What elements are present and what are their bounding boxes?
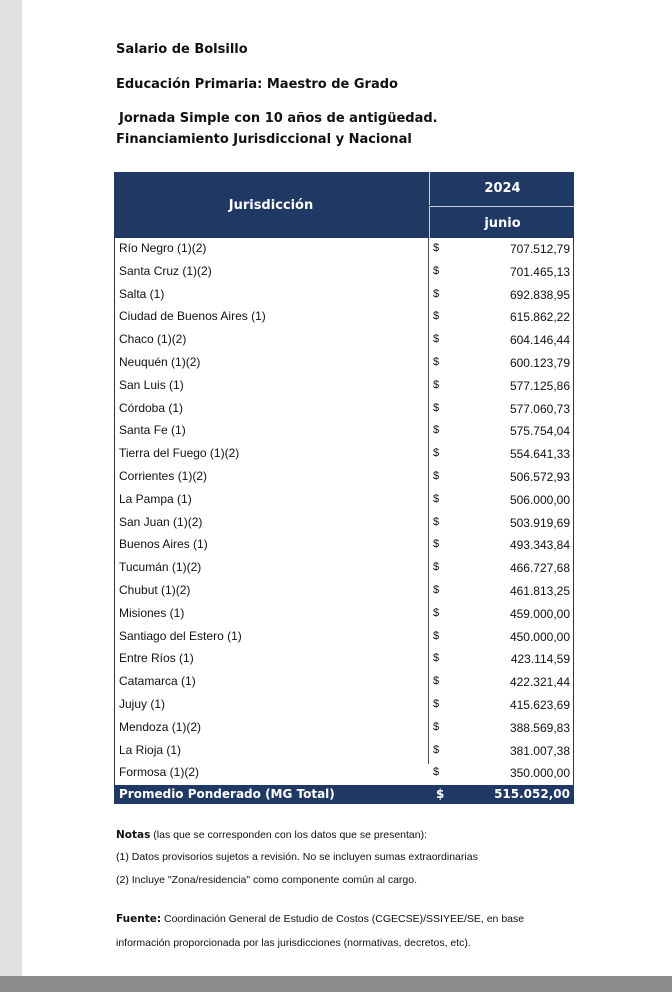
source-label: Fuente:	[116, 913, 162, 925]
jurisdiction-name: Catamarca (1)	[119, 674, 196, 689]
note-2: (2) Incluye "Zona/residencia" como componente común al cargo.	[116, 874, 418, 886]
currency-symbol: $	[433, 743, 440, 756]
currency-symbol: $	[433, 492, 440, 505]
salary-value: 503.919,69	[509, 515, 570, 530]
left-margin-strip	[0, 0, 22, 976]
salary-value: 461.813,25	[509, 583, 570, 598]
table-row	[115, 489, 573, 512]
currency-symbol: $	[433, 720, 440, 733]
jurisdiction-name: Río Negro (1)(2)	[119, 241, 207, 255]
footer-label: Promedio Ponderado (MG Total)	[119, 787, 335, 802]
salary-value: 388.569,83	[509, 720, 570, 735]
table-row	[115, 261, 573, 284]
table-row	[115, 329, 573, 352]
currency-symbol: $	[433, 515, 440, 528]
salary-value: 506.000,00	[509, 492, 570, 507]
salary-value: 577.125,86	[509, 378, 570, 393]
salary-value: 350.000,00	[509, 766, 570, 781]
currency-symbol: $	[433, 538, 440, 551]
jurisdiction-name: Tierra del Fuego (1)(2)	[119, 446, 240, 461]
jurisdiction-name: Santiago del Estero (1)	[119, 628, 242, 643]
table-row	[115, 648, 573, 671]
note-1: (1) Datos provisorios sujetos a revisión. No se incluyen sumas extraordinarias	[116, 851, 478, 863]
currency-symbol: $	[433, 697, 440, 710]
table-row	[115, 580, 573, 603]
doc-subtitle: Educación Primaria: Maestro de Grado	[116, 77, 398, 92]
salary-value: 575.754,04	[509, 424, 570, 439]
salary-value: 604.146,44	[509, 333, 570, 348]
jurisdiction-name: Santa Fe (1)	[119, 423, 186, 438]
jurisdiction-name: Neuquén (1)(2)	[119, 354, 201, 369]
currency-symbol: $	[433, 652, 440, 665]
table-row	[115, 466, 573, 489]
table-row	[115, 762, 573, 785]
notes-intro: (las que se corresponden con los datos que se presentan):	[150, 829, 428, 841]
source-line-2: información proporcionada por las jurisdicciones (normativas, decretos, etc).	[116, 937, 471, 949]
jurisdiction-name: Mendoza (1)(2)	[119, 719, 202, 734]
jurisdiction-name: Córdoba (1)	[119, 400, 184, 415]
salary-value: 450.000,00	[509, 629, 570, 644]
header-year: 2024	[429, 172, 575, 205]
header-jurisdiccion: Jurisdicción	[228, 197, 314, 213]
table-footer-row	[114, 785, 574, 804]
table-row	[115, 534, 573, 557]
jurisdiction-name: Chubut (1)(2)	[119, 582, 191, 597]
currency-symbol: $	[433, 310, 440, 323]
currency-symbol: $	[433, 401, 440, 414]
salary-value: 466.727,68	[509, 561, 570, 576]
jurisdiction-name: Jujuy (1)	[119, 696, 166, 711]
table-row	[115, 420, 573, 443]
currency-symbol: $	[433, 447, 440, 460]
salary-value: 554.641,33	[509, 447, 570, 462]
table-row	[115, 557, 573, 580]
currency-symbol: $	[433, 606, 440, 619]
table-row	[115, 443, 573, 466]
salary-value: 692.838,95	[509, 287, 570, 302]
jurisdiction-name: Misiones (1)	[119, 605, 185, 620]
table-row	[115, 694, 573, 717]
salary-value: 707.512,79	[509, 242, 570, 256]
salary-value: 415.623,69	[509, 697, 570, 712]
salary-value: 422.321,44	[509, 675, 570, 690]
bottom-bar	[0, 976, 672, 992]
table-row	[115, 284, 573, 307]
doc-title: Salario de Bolsillo	[116, 42, 248, 57]
currency-symbol: $	[433, 355, 440, 368]
jurisdiction-name: Tucumán (1)(2)	[119, 560, 202, 575]
salary-table	[114, 172, 574, 804]
table-row	[115, 740, 573, 763]
jurisdiction-name: Formosa (1)(2)	[119, 765, 200, 780]
table-body	[114, 238, 574, 785]
currency-symbol: $	[433, 287, 440, 300]
jurisdiction-name: Chaco (1)(2)	[119, 332, 187, 347]
salary-value: 459.000,00	[509, 606, 570, 621]
footer-currency: $	[436, 787, 445, 802]
notes-label: Notas	[116, 829, 151, 841]
currency-symbol: $	[433, 766, 440, 779]
salary-value: 615.862,22	[509, 310, 570, 325]
jurisdiction-name: San Juan (1)(2)	[119, 514, 203, 529]
source-text-1: Coordinación General de Estudio de Costos (CGECSE)/SSIYEE/SE, en base	[161, 913, 525, 925]
jurisdiction-name: Buenos Aires (1)	[119, 537, 208, 552]
header-month: junio	[429, 206, 575, 239]
salary-value: 577.060,73	[509, 401, 570, 416]
table-row	[115, 352, 573, 375]
doc-financing: Financiamiento Jurisdiccional y Nacional	[116, 132, 412, 147]
salary-value: 381.007,38	[509, 743, 570, 758]
table-header	[114, 172, 574, 238]
currency-symbol: $	[433, 264, 440, 277]
table-row	[115, 717, 573, 740]
table-row	[115, 306, 573, 329]
jurisdiction-name: Salta (1)	[119, 286, 165, 301]
table-row	[115, 512, 573, 535]
salary-value: 423.114,59	[510, 652, 570, 667]
footer-value: 515.052,00	[494, 787, 570, 802]
currency-symbol: $	[433, 424, 440, 437]
salary-value: 600.123,79	[509, 355, 570, 370]
jurisdiction-name: Entre Ríos (1)	[119, 651, 194, 666]
jurisdiction-name: La Rioja (1)	[119, 742, 182, 757]
jurisdiction-name: Ciudad de Buenos Aires (1)	[119, 309, 266, 324]
salary-value: 493.343,84	[509, 538, 570, 553]
salary-value: 701.465,13	[509, 264, 570, 279]
table-row	[115, 375, 573, 398]
currency-symbol: $	[433, 378, 440, 391]
notes-heading	[116, 829, 427, 841]
currency-symbol: $	[433, 469, 440, 482]
table-row	[115, 238, 573, 261]
document-page	[22, 0, 672, 976]
table-row	[115, 398, 573, 421]
currency-symbol: $	[433, 242, 440, 254]
currency-symbol: $	[433, 561, 440, 574]
currency-symbol: $	[433, 583, 440, 596]
table-row	[115, 626, 573, 649]
table-row	[115, 671, 573, 694]
doc-condition: Jornada Simple con 10 años de antigüedad.	[119, 111, 438, 126]
jurisdiction-name: La Pampa (1)	[119, 491, 192, 506]
currency-symbol: $	[433, 675, 440, 688]
jurisdiction-name: Santa Cruz (1)(2)	[119, 263, 212, 278]
jurisdiction-name: Corrientes (1)(2)	[119, 468, 208, 483]
currency-symbol: $	[433, 333, 440, 346]
salary-value: 506.572,93	[509, 469, 570, 484]
jurisdiction-name: San Luis (1)	[119, 377, 184, 392]
currency-symbol: $	[433, 629, 440, 642]
source-line-1	[116, 913, 524, 925]
table-row	[115, 603, 573, 626]
